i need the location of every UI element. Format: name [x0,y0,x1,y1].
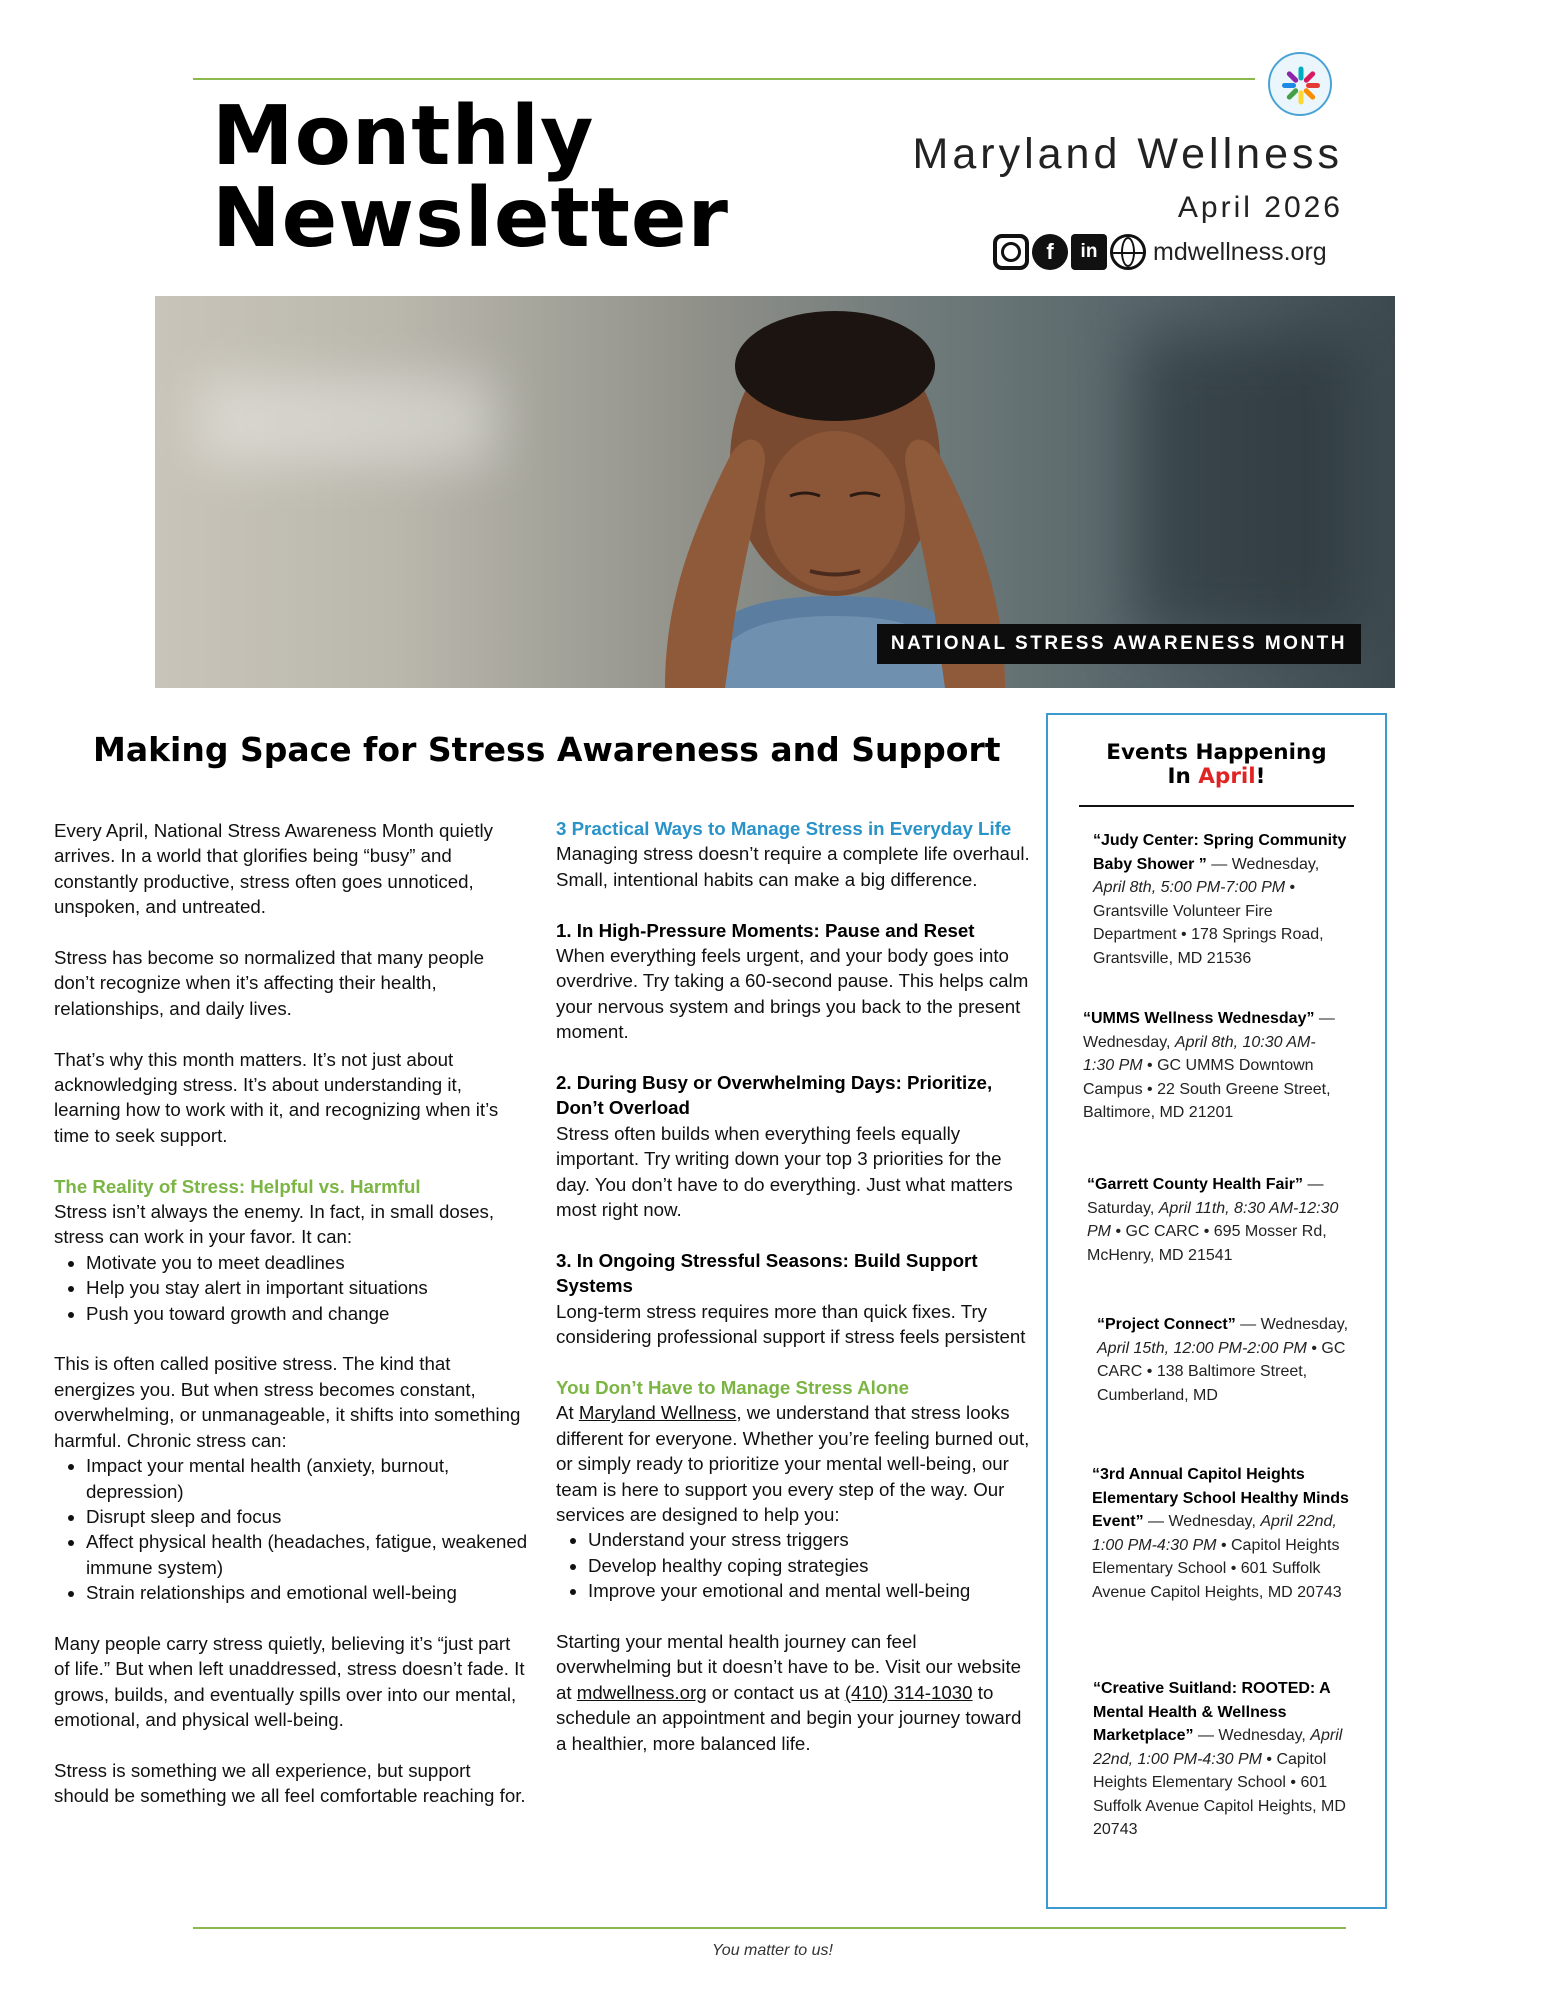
practical-intro-paragraph: Managing stress doesn’t require a complete life overhaul. Small, intentional habits can make a big difference. [556,843,1030,890]
event-item: “Creative Suitland: ROOTED: A Mental Health & Wellness Marketplace” — Wednesday, April 22nd, 1:00 PM-4:30 PM • Capitol Heights Elementary School • 601 Suffolk Avenue Capitol Heights, MD 20743 [1093,1680,1346,1838]
brand-name: Maryland Wellness [912,130,1343,178]
list-item: • Affect physical health (headaches, fatigue, weakened immune system) [86,1529,529,1580]
event-item: “Garrett County Health Fair” — Saturday, April 11th, 8:30 AM-12:30 PM • GC CARC • 695 Mosser Rd, McHenry, MD 21541 [1087,1176,1339,1264]
phone-link[interactable]: (410) 314-1030 [844,1681,973,1703]
section-heading-not-alone: You Don’t Have to Manage Stress Alone [556,1376,910,1398]
events-month: April [1198,764,1256,789]
instagram-icon[interactable] [993,234,1029,270]
tip-1-paragraph: When everything feels urgent, and your body goes into overdrive. Try taking a 60-second pause. This helps calm your nervous system and brings you back to the present moment. [556,945,1029,1043]
chronic-stress-paragraph: This is often called positive stress. The kind that energizes you. But when stress becomes constant, overwhelming, or unmanageable, it shifts into something harmful. Chronic stress can: [54,1353,521,1451]
list-item: • Motivate you to meet deadlines [86,1250,529,1275]
list-item: • Improve your emotional and mental well-being [588,1578,1036,1603]
bottom-divider [193,1927,1346,1929]
list-item: • Impact your mental health (anxiety, burnout, depression) [86,1453,529,1504]
article-column-1 [54,818,529,1834]
events-heading: Events Happening In April! [1106,740,1327,789]
top-divider [193,78,1255,80]
services-paragraph: At Maryland Wellness, we understand that stress looks different for everyone. Whether you’re feeling burned out, or simply ready to prioritize your mental well-being, our team is here to support you every step of the way. Our services are designed to help you: [556,1402,1030,1525]
issue-date: April 2026 [1177,191,1343,224]
tip-2-heading: 2. During Busy or Overwhelming Days: Prioritize, Don’t Overload [556,1072,993,1119]
event-item: “Judy Center: Spring Community Baby Shower ” — Wednesday, April 8th, 5:00 PM-7:00 PM • Grantsville Volunteer Fire Department • 178 Springs Road, Grantsville, MD 21536 [1093,832,1347,967]
website-inline-link[interactable]: mdwellness.org [576,1681,707,1703]
tip-2-paragraph: Stress often builds when everything feels equally important. Try writing down your top 3 priorities for the day. You don’t have to do everything. Just what matters most right now. [556,1122,1013,1221]
facebook-icon[interactable]: f [1032,234,1068,270]
hero-banner: NATIONAL STRESS AWARENESS MONTH [877,624,1361,664]
hero-image [155,296,1395,688]
section-heading-reality: The Reality of Stress: Helpful vs. Harmful [54,1175,421,1197]
intro-paragraph: Every April, National Stress Awareness Month quietly arrives. In a world that glorifies being “busy” and constantly productive, stress often goes unnoticed, unspoken, and untreated. [54,820,494,918]
tip-1-heading: 1. In High-Pressure Moments: Pause and Reset [556,919,975,941]
globe-icon[interactable] [1110,234,1146,270]
normalized-paragraph: Stress has become so normalized that many people don’t recognize when it’s affecting their health, relationships, and daily lives. [54,947,485,1019]
contact-paragraph: Starting your mental health journey can feel overwhelming but it doesn’t have to be. Visit our website at mdwellness.org or contact us at (410) 314-1030 to schedule an appointment and begin your journey toward a healthier, more balanced life. [556,1630,1022,1754]
events-divider [1079,805,1354,807]
list-item: • Strain relationships and emotional well-being [86,1580,529,1605]
list-item: • Disrupt sleep and focus [86,1504,529,1529]
chronic-stress-list [54,1453,529,1605]
linkedin-icon[interactable]: in [1071,234,1107,270]
article-headline: Making Space for Stress Awareness and Support [93,730,1001,769]
list-item: • Push you toward growth and change [86,1301,529,1326]
website-link[interactable]: mdwellness.org [1153,237,1327,266]
why-month-matters-paragraph: That’s why this month matters. It’s not just about acknowledging stress. It’s about understanding it, learning how to work with it, and recognizing when it’s time to seek support. [54,1048,499,1146]
list-item: • Understand your stress triggers [588,1527,1036,1552]
closing-paragraph: Stress is something we all experience, but support should be something we all feel comfortable reaching for. [54,1759,526,1807]
event-item: “UMMS Wellness Wednesday” — Wednesday, April 8th, 10:30 AM-1:30 PM • GC UMMS Downtown Campus • 22 South Greene Street, Baltimore, MD 21201 [1083,1010,1335,1121]
list-item: • Develop healthy coping strategies [588,1553,1036,1578]
positive-stress-list [54,1250,529,1326]
tip-3-heading: 3. In Ongoing Stressful Seasons: Build Support Systems [556,1249,978,1297]
tip-3-paragraph: Long-term stress requires more than quick fixes. Try considering professional support if stress feels persistent [556,1300,1026,1348]
social-links [993,234,1327,270]
events-sidebar [1046,713,1387,1909]
title-line-2: Newsletter [212,171,729,266]
stress-helpful-paragraph: Stress isn’t always the enemy. In fact, in small doses, stress can work in your favor. It can: [54,1201,495,1248]
services-list [556,1527,1036,1603]
list-item: • Help you stay alert in important situations [86,1275,529,1300]
carry-stress-paragraph: Many people carry stress quietly, believing it’s “just part of life.” But when left unaddressed, stress doesn’t fade. It grows, builds, and eventually spills over into our mental, emotional, and physical well-being. [54,1632,525,1731]
maryland-wellness-logo [1268,52,1332,116]
event-item: “Project Connect” — Wednesday, April 15th, 12:00 PM-2:00 PM • GC CARC • 138 Baltimore Street, Cumberland, MD [1097,1316,1349,1404]
footer-tagline: You matter to us! [712,1942,833,1959]
newsletter-title [212,89,729,266]
section-heading-practical-ways: 3 Practical Ways to Manage Stress in Everyday Life [556,818,1012,839]
title-line-1: Monthly [212,89,595,184]
article-column-2 [556,816,1036,1781]
maryland-wellness-link[interactable]: Maryland Wellness [578,1402,737,1424]
event-item: “3rd Annual Capitol Heights Elementary School Healthy Minds Event” — Wednesday, April 22nd, 1:00 PM-4:30 PM • Capitol Heights Elementary School • 601 Suffolk Avenue Capitol Heights, MD 20743 [1092,1466,1349,1601]
